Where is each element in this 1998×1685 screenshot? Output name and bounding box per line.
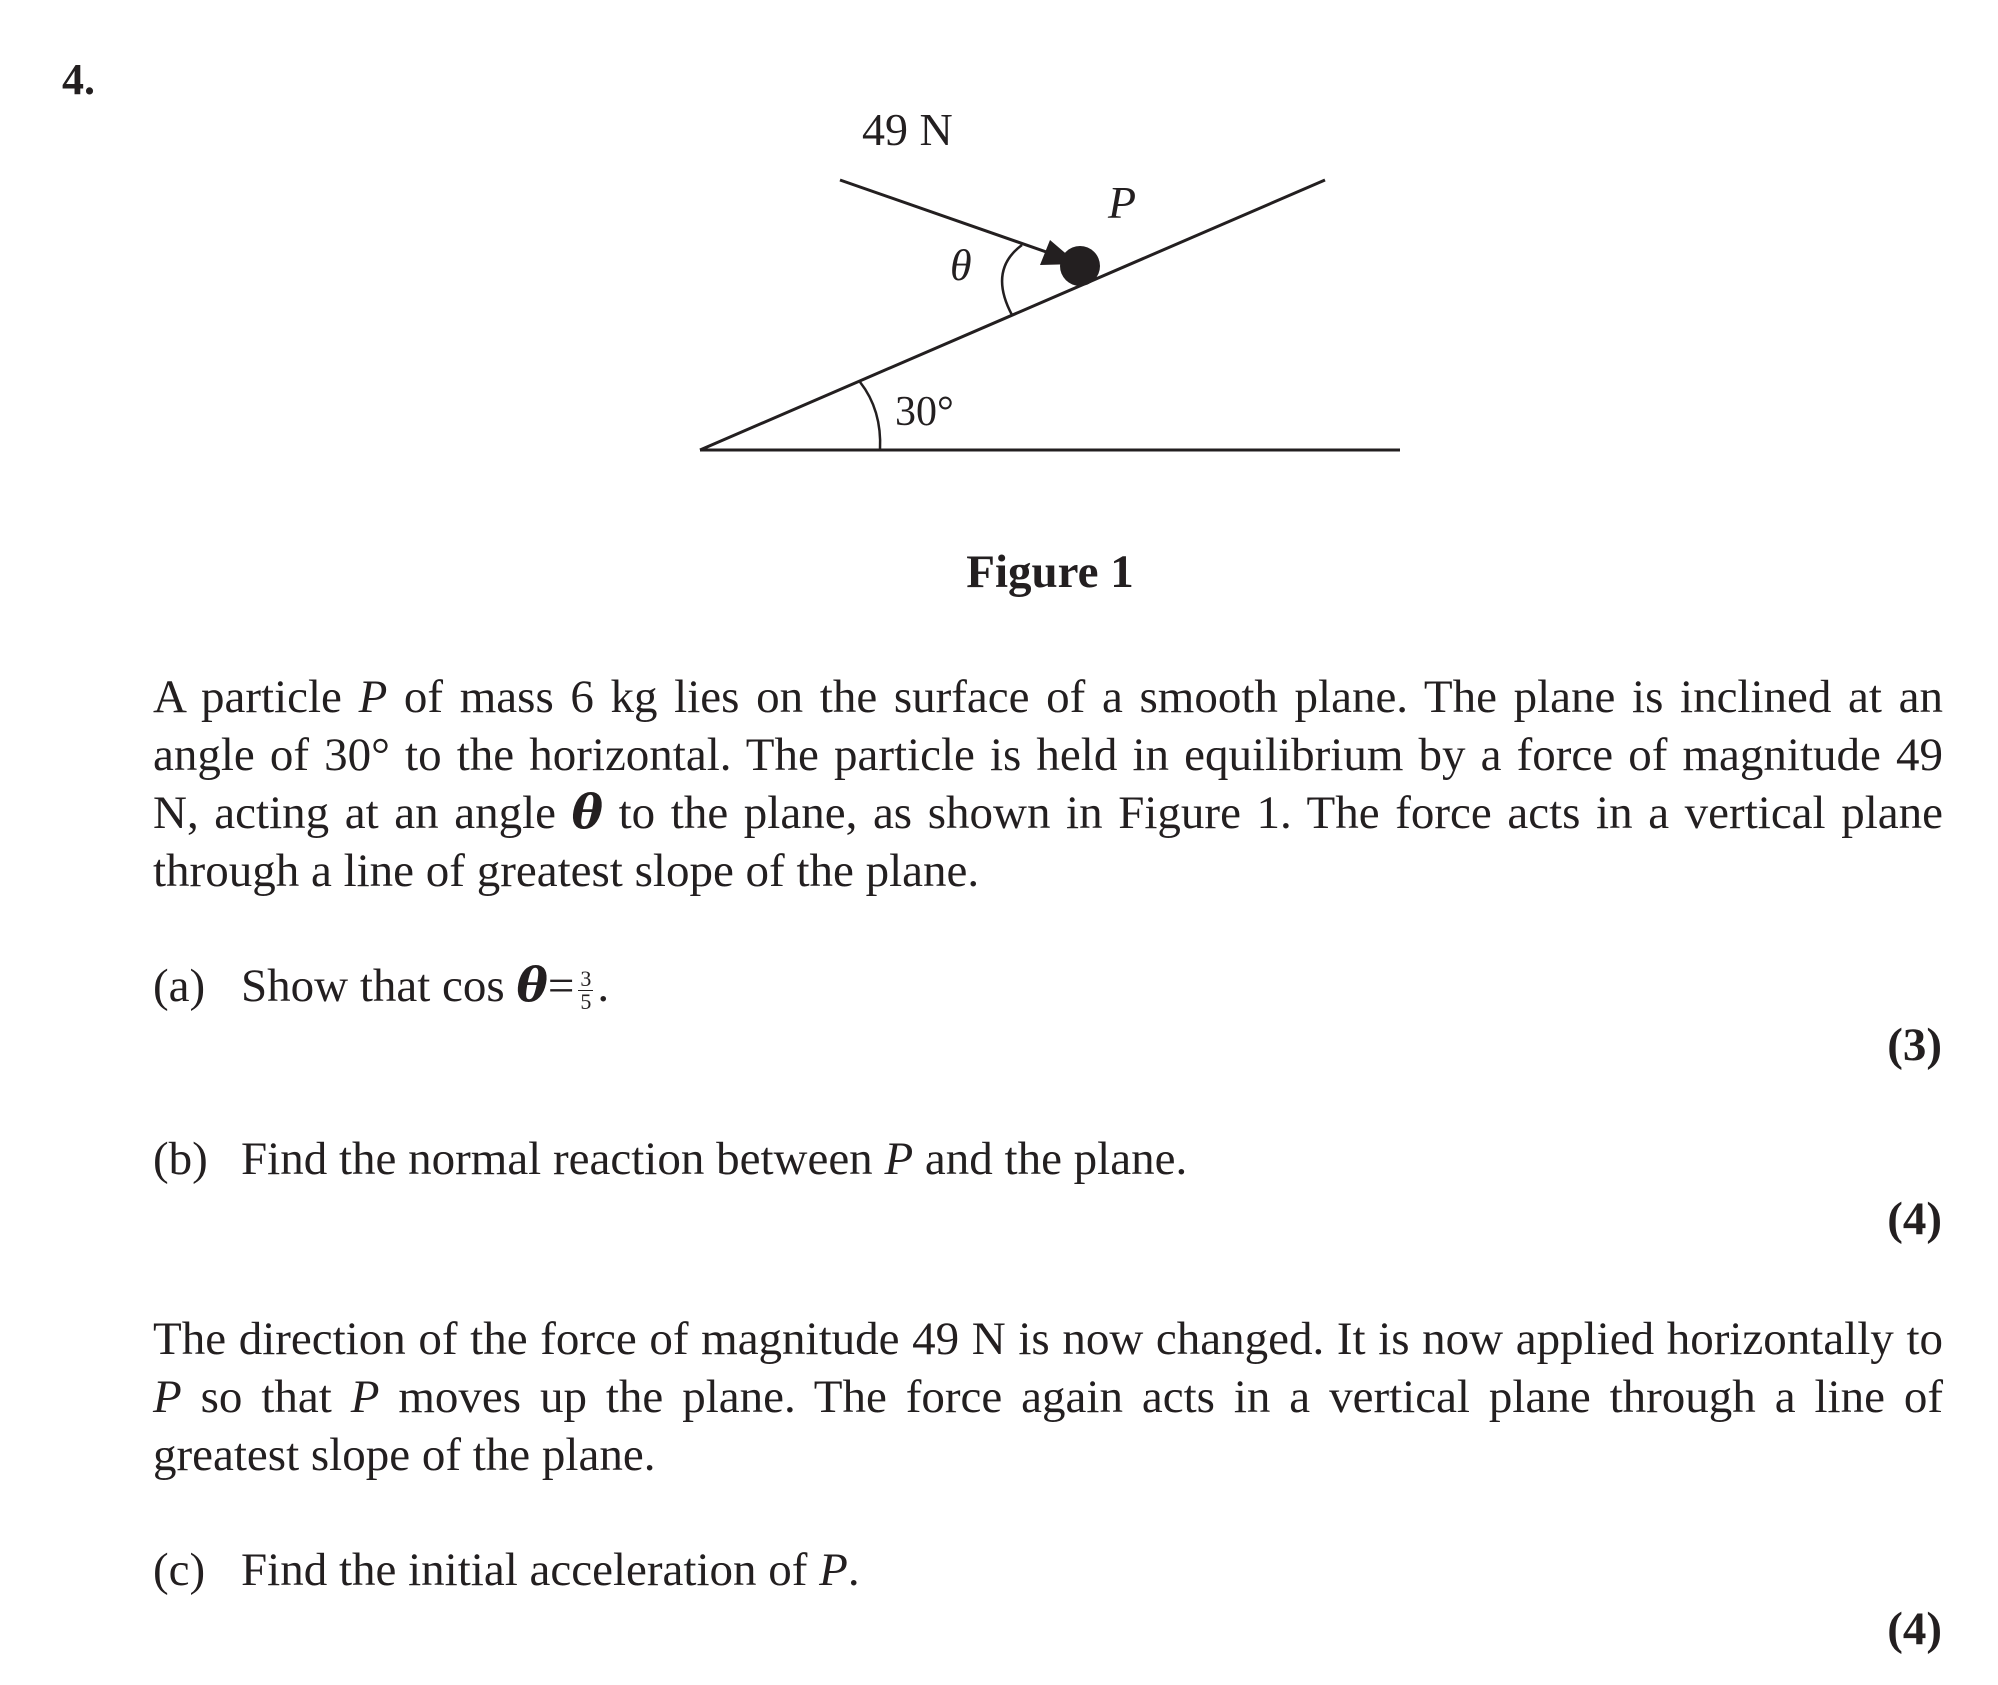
question-number: 4. (62, 55, 95, 104)
angle-30-label: 30° (895, 389, 954, 435)
theta-label: θ (950, 241, 972, 290)
part-a-marks: (3) (1887, 1019, 1942, 1071)
part-a: (a) Show that cos θ= $\frac{3}{5}$ . (153, 958, 610, 1014)
figure-caption: Figure 1 (966, 546, 1134, 598)
angle-30-arc (860, 382, 880, 450)
force-line (840, 180, 1055, 255)
particle-p (1060, 246, 1100, 286)
intro-paragraph: A particle P of mass 6 kg lies on the surface of a smooth plane. The plane is inclined at an angle of 30° to the horizontal. The particle is held in equilibrium by a force of magnitude 49 N, acting at an angle θ to the plane, as shown in Figure 1. The force acts in a vertical plane through a line of greatest slope of the plane. (153, 671, 1943, 897)
part-b: (b) Find the normal reaction between P and the plane. (153, 1133, 1188, 1185)
part-c: (c) Find the initial acceleration of P. (153, 1544, 860, 1596)
fraction-three-fifths: $\frac{3}{5}$ (580, 965, 592, 1014)
part-b-marks: (4) (1887, 1193, 1942, 1245)
force-label: 49 N (862, 104, 953, 155)
particle-label: P (1108, 177, 1137, 228)
part-c-marks: (4) (1887, 1603, 1942, 1655)
theta-arc (1002, 245, 1022, 315)
inclined-plane-line (700, 180, 1325, 450)
middle-paragraph: The direction of the force of magnitude 49 N is now changed. It is now applied horizontally to P so that P moves up the plane. The force again acts in a vertical plane through a line of greatest slope of the plane. (153, 1313, 1943, 1481)
inclined-plane-figure (0, 0, 1998, 640)
